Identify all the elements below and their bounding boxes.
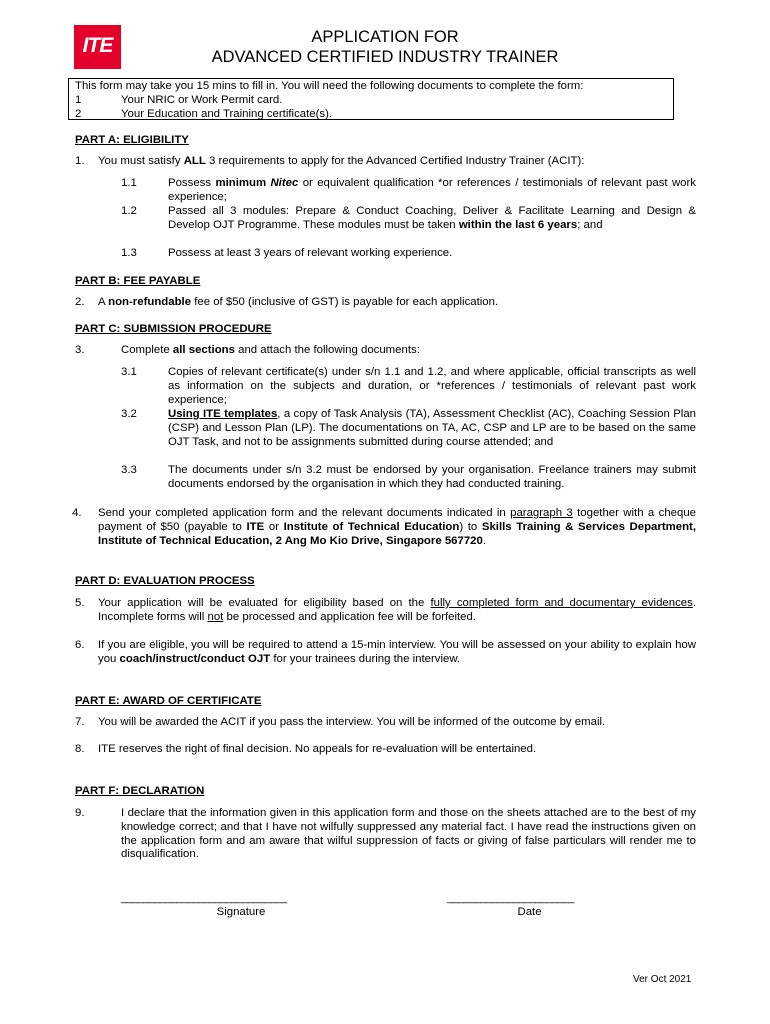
- part-d-heading: PART D: EVALUATION PROCESS: [75, 575, 255, 587]
- item-1-1-text: Possess minimum Nitec or equivalent qualification *or references / testimonials of relevant past work experience;: [168, 177, 697, 203]
- part-a-heading: PART A: ELIGIBILITY: [75, 134, 189, 146]
- item-3-1-text: Copies of relevant certificate(s) under s/n 1.1 and 1.2, and where applicable, official transcripts as well as information on the subjects and duration, or *references / testimonials of relevant past work experience;: [168, 366, 696, 406]
- item-1-2-text: Passed all 3 modules: Prepare & Conduct Coaching, Deliver & Facilitate Learning and Design & Develop OJT Programme. These modules must be taken within the last 6 years; and: [168, 205, 696, 231]
- para-6-text: If you are eligible, you will be required to attend a 15-min interview. You will be assessed on your ability to explain how you coach/instruct/conduct OJT for your trainees during the interview.: [98, 639, 696, 665]
- para-2-number: 2.: [75, 296, 85, 308]
- para-2-text: A non-refundable fee of $50 (inclusive of GST) is payable for each application.: [98, 296, 499, 308]
- intro-text: This form may take you 15 mins to fill in. You will need the following documents to complete the form:: [75, 80, 584, 92]
- para-4-text: Send your completed application form and the relevant documents indicated in paragraph 3 together with a cheque payment of $50 (payable to ITE or Institute of Technical Education) to Skills Training & Services Department, Institute of Technical Education, 2 Ang Mo Kio Drive, Singapore 567720.: [98, 507, 696, 547]
- para-7-number: 7.: [75, 716, 85, 728]
- intro-item: [75, 108, 667, 122]
- part-e-heading: PART E: AWARD OF CERTIFICATE: [75, 695, 262, 707]
- item-3-3-text: The documents under s/n 3.2 must be endorsed by your organisation. Freelance trainers may submit documents endorsed by the organisation in which they had conducted training.: [168, 464, 696, 490]
- ite-logo: [74, 25, 121, 69]
- signature-line[interactable]: ______________________________: [121, 892, 287, 904]
- para-9-number: 9.: [75, 807, 85, 819]
- intro-box: [68, 78, 674, 120]
- item-1-1-number: 1.1: [121, 177, 137, 189]
- item-3-1-number: 3.1: [121, 366, 137, 378]
- intro-item-text: Your NRIC or Work Permit card.: [121, 93, 283, 106]
- intro-item-number: 1: [75, 93, 82, 106]
- part-b-heading: PART B: FEE PAYABLE: [75, 275, 201, 287]
- version-text: Ver Oct 2021: [633, 974, 692, 985]
- intro-item-number: 2: [75, 107, 82, 120]
- intro-item-text: Your Education and Training certificate(s).: [121, 107, 333, 120]
- para-1-number: 1.: [75, 155, 85, 167]
- para-5-number: 5.: [75, 597, 85, 609]
- page-title-line1: APPLICATION FOR: [311, 28, 459, 46]
- item-3-3-number: 3.3: [121, 464, 137, 476]
- item-3-2-number: 3.2: [121, 408, 137, 420]
- signature-label: Signature: [216, 906, 266, 918]
- part-f-heading: PART F: DECLARATION: [75, 785, 205, 797]
- para-4-number: 4.: [72, 507, 82, 519]
- para-1-text: You must satisfy ALL 3 requirements to apply for the Advanced Certified Industry Trainer (ACIT):: [98, 155, 585, 167]
- para-8-text: ITE reserves the right of final decision. No appeals for re-evaluation will be entertained.: [98, 743, 537, 755]
- para-3-number: 3.: [75, 344, 85, 356]
- para-8-number: 8.: [75, 743, 85, 755]
- date-label: Date: [517, 906, 542, 918]
- item-1-2-number: 1.2: [121, 205, 137, 217]
- para-9-text: I declare that the information given in this application form and those on the sheets attached are to the best of my knowledge correct; and that I have not wilfully suppressed any material fact. I have read the instructions given on the application form and am aware that wilful suppression of facts or giving of false particulars will render me to disqualification.: [121, 807, 696, 861]
- item-3-2-text: Using ITE templates, a copy of Task Analysis (TA), Assessment Checklist (AC), Coaching Session Plan (CSP) and Lesson Plan (LP). The documentations on TA, AC, CSP and LP are to be based on the same OJT Task, and not to be assignments submitted during course attended; and: [168, 408, 696, 448]
- para-3-text: Complete all sections and attach the following documents:: [121, 344, 420, 356]
- page-title-line2: ADVANCED CERTIFIED INDUSTRY TRAINER: [211, 48, 559, 66]
- para-6-number: 6.: [75, 639, 85, 651]
- part-c-heading: PART C: SUBMISSION PROCEDURE: [75, 323, 272, 335]
- date-line[interactable]: _______________________: [447, 892, 574, 904]
- para-7-text: You will be awarded the ACIT if you pass the interview. You will be informed of the outcome by email.: [98, 716, 606, 728]
- item-1-3-number: 1.3: [121, 247, 137, 259]
- item-1-3-text: Possess at least 3 years of relevant working experience.: [168, 247, 453, 259]
- para-5-text: Your application will be evaluated for eligibility based on the fully completed form and documentary evidences. Incomplete forms will not be processed and application fee will be forfeited.: [98, 597, 696, 623]
- ite-logo-text: ITE: [82, 34, 113, 57]
- intro-item: [75, 94, 667, 108]
